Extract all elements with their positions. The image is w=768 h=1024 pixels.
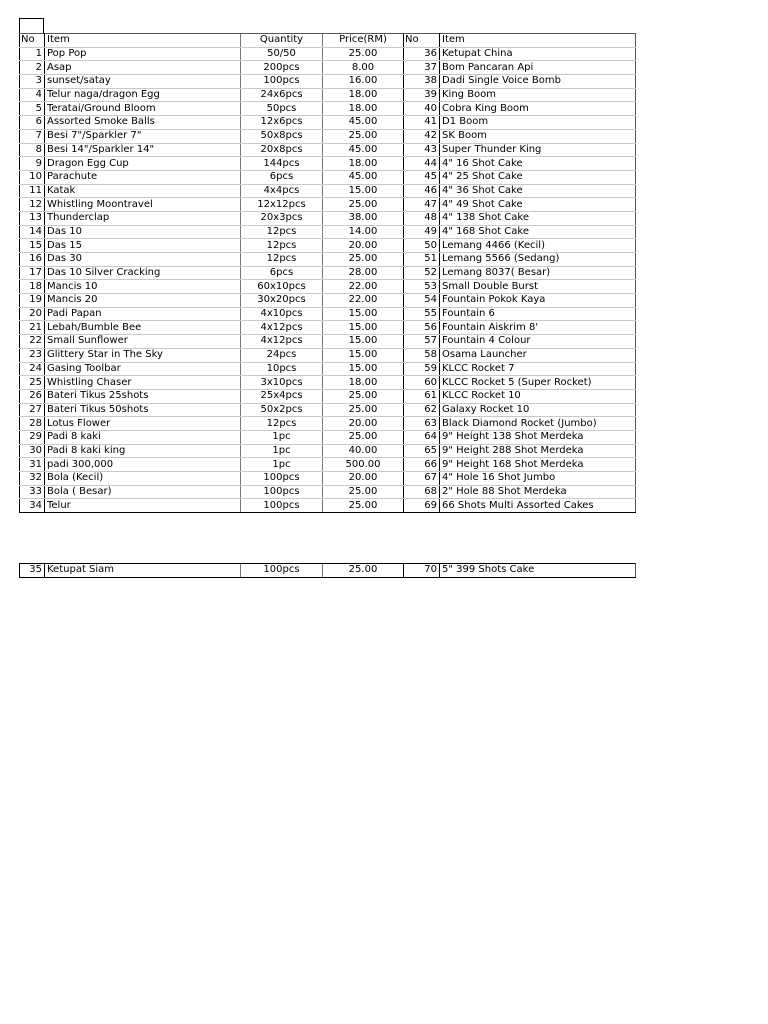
cell-item-2[interactable]: KLCC Rocket 7 <box>440 362 636 376</box>
cell-item-2[interactable]: Fountain 4 Colour <box>440 335 636 349</box>
cell-no[interactable]: 9 <box>20 157 45 171</box>
cell-no-2[interactable]: 56 <box>404 321 440 335</box>
cell-item-2[interactable]: Super Thunder King <box>440 143 636 157</box>
table-row <box>20 430 636 444</box>
cell-item-2[interactable]: 9" Height 168 Shot Merdeka <box>440 458 636 472</box>
table-row <box>20 403 636 417</box>
cell-quantity[interactable]: 50/50 <box>241 47 323 61</box>
cell-no[interactable]: 27 <box>20 403 45 417</box>
cell-price[interactable]: 8.00 <box>323 61 404 75</box>
cell-quantity[interactable]: 3x10pcs <box>241 376 323 390</box>
cell-quantity[interactable]: 100pcs <box>241 499 323 513</box>
cell-no-2[interactable]: 61 <box>404 389 440 403</box>
table-row <box>20 266 636 280</box>
cell-item-2[interactable]: 4" 49 Shot Cake <box>440 198 636 212</box>
cell-no[interactable]: 8 <box>20 143 45 157</box>
cell-item[interactable]: Padi 8 kaki <box>45 430 241 444</box>
cell-item-2[interactable]: 4" Hole 16 Shot Jumbo <box>440 472 636 486</box>
cell-no-2[interactable]: 42 <box>404 129 440 143</box>
table-row <box>20 170 636 184</box>
cell-no-2[interactable]: 58 <box>404 348 440 362</box>
cell-quantity[interactable]: 12pcs <box>241 225 323 239</box>
cell-no-2[interactable]: 54 <box>404 294 440 308</box>
cell-quantity[interactable]: 50pcs <box>241 102 323 116</box>
cell-price[interactable]: 25.00 <box>323 430 404 444</box>
cell-no[interactable]: 10 <box>20 170 45 184</box>
table-row <box>20 417 636 431</box>
cell-no[interactable]: 1 <box>20 47 45 61</box>
cell-no-2[interactable]: 51 <box>404 253 440 267</box>
cell-no[interactable]: 20 <box>20 307 45 321</box>
header-quantity[interactable]: Quantity <box>241 34 323 48</box>
header-no-2[interactable]: No <box>404 34 440 48</box>
cell-no[interactable]: 19 <box>20 294 45 308</box>
cell-item-2[interactable]: Galaxy Rocket 10 <box>440 403 636 417</box>
header-price[interactable]: Price(RM) <box>323 34 404 48</box>
cell-quantity[interactable]: 100pcs <box>241 485 323 499</box>
cell-price[interactable]: 500.00 <box>323 458 404 472</box>
table-row <box>20 184 636 198</box>
cell-no-2[interactable]: 41 <box>404 116 440 130</box>
cell-price[interactable]: 45.00 <box>323 143 404 157</box>
table-row <box>20 198 636 212</box>
cell-item[interactable]: Besi 7"/Sparkler 7" <box>45 129 241 143</box>
cell-quantity[interactable]: 4x4pcs <box>241 184 323 198</box>
cell-no[interactable]: 35 <box>20 564 45 578</box>
cell-item-2[interactable]: King Boom <box>440 88 636 102</box>
cell-price[interactable]: 45.00 <box>323 170 404 184</box>
cell-item[interactable]: Ketupat Siam <box>45 564 241 578</box>
table-row <box>20 294 636 308</box>
cell-item[interactable]: sunset/satay <box>45 75 241 89</box>
cell-quantity[interactable]: 1pc <box>241 444 323 458</box>
table-row <box>20 157 636 171</box>
table-row <box>20 253 636 267</box>
cell-item-2[interactable]: Bom Pancaran Api <box>440 61 636 75</box>
cell-item-2[interactable]: Cobra King Boom <box>440 102 636 116</box>
cell-price[interactable]: 25.00 <box>323 253 404 267</box>
cell-no-2[interactable]: 63 <box>404 417 440 431</box>
cell-price[interactable]: 14.00 <box>323 225 404 239</box>
cell-quantity[interactable]: 10pcs <box>241 362 323 376</box>
cell-no-2[interactable]: 60 <box>404 376 440 390</box>
table-row <box>20 280 636 294</box>
cell-price[interactable]: 20.00 <box>323 472 404 486</box>
cell-item-2[interactable]: Fountain 6 <box>440 307 636 321</box>
cell-no-2[interactable]: 50 <box>404 239 440 253</box>
cell-no[interactable]: 16 <box>20 253 45 267</box>
table-row <box>20 88 636 102</box>
cell-quantity[interactable]: 100pcs <box>241 564 323 578</box>
cell-no-2[interactable]: 37 <box>404 61 440 75</box>
cell-item-2[interactable]: Lemang 5566 (Sedang) <box>440 253 636 267</box>
cell-item[interactable]: Teratai/Ground Bloom <box>45 102 241 116</box>
cell-quantity[interactable]: 24pcs <box>241 348 323 362</box>
cell-quantity[interactable]: 12x6pcs <box>241 116 323 130</box>
cell-quantity[interactable]: 144pcs <box>241 157 323 171</box>
cell-item[interactable]: Bateri Tikus 25shots <box>45 389 241 403</box>
cell-item[interactable]: Bola (Kecil) <box>45 472 241 486</box>
cell-price[interactable]: 15.00 <box>323 321 404 335</box>
cell-no[interactable]: 21 <box>20 321 45 335</box>
cell-item[interactable]: Parachute <box>45 170 241 184</box>
cell-quantity[interactable]: 12pcs <box>241 239 323 253</box>
cell-no-2[interactable]: 64 <box>404 430 440 444</box>
cell-item-2[interactable]: Small Double Burst <box>440 280 636 294</box>
cell-no-2[interactable]: 44 <box>404 157 440 171</box>
cell-item-2[interactable]: Black Diamond Rocket (Jumbo) <box>440 417 636 431</box>
table-row <box>20 129 636 143</box>
cell-quantity[interactable]: 12x12pcs <box>241 198 323 212</box>
cell-price[interactable]: 25.00 <box>323 129 404 143</box>
table-row <box>20 321 636 335</box>
cell-item-2[interactable]: KLCC Rocket 5 (Super Rocket) <box>440 376 636 390</box>
cell-no-2[interactable]: 68 <box>404 485 440 499</box>
cell-quantity[interactable]: 200pcs <box>241 61 323 75</box>
cell-price[interactable]: 38.00 <box>323 211 404 225</box>
cell-item-2[interactable]: Ketupat China <box>440 47 636 61</box>
cell-no[interactable]: 29 <box>20 430 45 444</box>
cell-no[interactable]: 7 <box>20 129 45 143</box>
cell-quantity[interactable]: 4x12pcs <box>241 335 323 349</box>
cell-no-2[interactable]: 36 <box>404 47 440 61</box>
cell-item[interactable]: Asap <box>45 61 241 75</box>
cell-no[interactable]: 23 <box>20 348 45 362</box>
cell-no-2[interactable]: 67 <box>404 472 440 486</box>
cell-no[interactable]: 12 <box>20 198 45 212</box>
cell-no-2[interactable]: 69 <box>404 499 440 513</box>
cell-no[interactable]: 24 <box>20 362 45 376</box>
cell-item-2[interactable]: 9" Height 138 Shot Merdeka <box>440 430 636 444</box>
table-row <box>20 444 636 458</box>
cell-item[interactable]: Whistling Moontravel <box>45 198 241 212</box>
cell-item-2[interactable]: 9" Height 288 Shot Merdeka <box>440 444 636 458</box>
cell-item-2[interactable]: Fountain Pokok Kaya <box>440 294 636 308</box>
table-row <box>20 348 636 362</box>
cell-quantity[interactable]: 50x2pcs <box>241 403 323 417</box>
cell-no-2[interactable]: 66 <box>404 458 440 472</box>
cell-quantity[interactable]: 6pcs <box>241 170 323 184</box>
cell-no[interactable]: 5 <box>20 102 45 116</box>
cell-item[interactable]: Whistling Chaser <box>45 376 241 390</box>
cell-no[interactable]: 22 <box>20 335 45 349</box>
cell-price[interactable]: 20.00 <box>323 417 404 431</box>
cell-price[interactable]: 25.00 <box>323 564 404 578</box>
cell-quantity[interactable]: 6pcs <box>241 266 323 280</box>
table-row <box>20 47 636 61</box>
cell-price[interactable]: 25.00 <box>323 485 404 499</box>
cell-no-2[interactable]: 55 <box>404 307 440 321</box>
cell-item-2[interactable]: SK Boom <box>440 129 636 143</box>
cell-no-2[interactable]: 38 <box>404 75 440 89</box>
cell-price[interactable]: 22.00 <box>323 294 404 308</box>
cell-no[interactable]: 15 <box>20 239 45 253</box>
cell-item[interactable]: Mancis 10 <box>45 280 241 294</box>
selected-cell[interactable] <box>19 18 44 34</box>
cell-no[interactable]: 14 <box>20 225 45 239</box>
cell-item[interactable]: Das 30 <box>45 253 241 267</box>
cell-quantity[interactable]: 20x3pcs <box>241 211 323 225</box>
header-row <box>20 34 636 48</box>
cell-no-2[interactable]: 52 <box>404 266 440 280</box>
cell-item[interactable]: Katak <box>45 184 241 198</box>
cell-item[interactable]: Small Sunflower <box>45 335 241 349</box>
table-row <box>20 472 636 486</box>
cell-item[interactable]: Telur <box>45 499 241 513</box>
cell-item[interactable]: Padi 8 kaki king <box>45 444 241 458</box>
cell-no[interactable]: 4 <box>20 88 45 102</box>
cell-price[interactable]: 20.00 <box>323 239 404 253</box>
cell-price[interactable]: 25.00 <box>323 403 404 417</box>
cell-price[interactable]: 25.00 <box>323 389 404 403</box>
table-row <box>20 239 636 253</box>
cell-no-2[interactable]: 62 <box>404 403 440 417</box>
cell-item[interactable]: Pop Pop <box>45 47 241 61</box>
cell-item[interactable]: Das 10 Silver Cracking <box>45 266 241 280</box>
cell-price[interactable]: 25.00 <box>323 499 404 513</box>
cell-item-2[interactable]: 2" Hole 88 Shot Merdeka <box>440 485 636 499</box>
cell-item-2[interactable]: 4" 36 Shot Cake <box>440 184 636 198</box>
cell-item[interactable]: Glittery Star in The Sky <box>45 348 241 362</box>
cell-item-2[interactable]: 66 Shots Multi Assorted Cakes <box>440 499 636 513</box>
cell-price[interactable]: 25.00 <box>323 47 404 61</box>
cell-price[interactable]: 15.00 <box>323 362 404 376</box>
cell-no-2[interactable]: 57 <box>404 335 440 349</box>
cell-price[interactable]: 25.00 <box>323 198 404 212</box>
cell-no[interactable]: 28 <box>20 417 45 431</box>
cell-price[interactable]: 28.00 <box>323 266 404 280</box>
cell-price[interactable]: 15.00 <box>323 184 404 198</box>
table-row <box>20 61 636 75</box>
cell-no[interactable]: 17 <box>20 266 45 280</box>
cell-quantity[interactable]: 60x10pcs <box>241 280 323 294</box>
header-item[interactable]: Item <box>45 34 241 48</box>
cell-item[interactable]: Lotus Flower <box>45 417 241 431</box>
cell-no-2[interactable]: 46 <box>404 184 440 198</box>
cell-item-2[interactable]: Fountain Aiskrim 8' <box>440 321 636 335</box>
header-item-2[interactable]: Item <box>440 34 636 48</box>
cell-item-2[interactable]: 4" 25 Shot Cake <box>440 170 636 184</box>
cell-no-2[interactable]: 48 <box>404 211 440 225</box>
cell-item-2[interactable]: 5" 399 Shots Cake <box>440 564 636 578</box>
cell-item-2[interactable]: 4" 138 Shot Cake <box>440 211 636 225</box>
table-row <box>20 102 636 116</box>
cell-no[interactable]: 25 <box>20 376 45 390</box>
cell-price[interactable]: 22.00 <box>323 280 404 294</box>
cell-quantity[interactable]: 12pcs <box>241 253 323 267</box>
cell-item[interactable]: Dragon Egg Cup <box>45 157 241 171</box>
cell-price[interactable]: 18.00 <box>323 88 404 102</box>
cell-item[interactable]: Das 15 <box>45 239 241 253</box>
cell-item-2[interactable]: Lemang 4466 (Kecil) <box>440 239 636 253</box>
cell-no-2[interactable]: 39 <box>404 88 440 102</box>
extra-row-table <box>19 563 636 578</box>
cell-quantity[interactable]: 100pcs <box>241 472 323 486</box>
cell-quantity[interactable]: 25x4pcs <box>241 389 323 403</box>
table-row <box>20 335 636 349</box>
cell-price[interactable]: 40.00 <box>323 444 404 458</box>
cell-item[interactable]: padi 300,000 <box>45 458 241 472</box>
cell-quantity[interactable]: 50x8pcs <box>241 129 323 143</box>
cell-item[interactable]: Telur naga/dragon Egg <box>45 88 241 102</box>
cell-quantity[interactable]: 1pc <box>241 430 323 444</box>
table-row <box>20 376 636 390</box>
table-row <box>20 116 636 130</box>
cell-item[interactable]: Bateri Tikus 50shots <box>45 403 241 417</box>
cell-price[interactable]: 15.00 <box>323 348 404 362</box>
cell-item-2[interactable]: 4" 16 Shot Cake <box>440 157 636 171</box>
table-row <box>20 458 636 472</box>
table-row <box>20 211 636 225</box>
cell-no[interactable]: 18 <box>20 280 45 294</box>
table-row <box>20 564 636 578</box>
cell-no-2[interactable]: 40 <box>404 102 440 116</box>
cell-no[interactable]: 34 <box>20 499 45 513</box>
table-row <box>20 225 636 239</box>
cell-no[interactable]: 30 <box>20 444 45 458</box>
cell-quantity[interactable]: 12pcs <box>241 417 323 431</box>
cell-price[interactable]: 16.00 <box>323 75 404 89</box>
cell-no[interactable]: 26 <box>20 389 45 403</box>
cell-item-2[interactable]: Lemang 8037( Besar) <box>440 266 636 280</box>
cell-quantity[interactable]: 4x10pcs <box>241 307 323 321</box>
cell-no-2[interactable]: 47 <box>404 198 440 212</box>
cell-item[interactable]: Mancis 20 <box>45 294 241 308</box>
cell-no[interactable]: 3 <box>20 75 45 89</box>
cell-price[interactable]: 15.00 <box>323 335 404 349</box>
cell-no-2[interactable]: 49 <box>404 225 440 239</box>
cell-quantity[interactable]: 24x6pcs <box>241 88 323 102</box>
cell-quantity[interactable]: 20x8pcs <box>241 143 323 157</box>
cell-price[interactable]: 18.00 <box>323 376 404 390</box>
cell-item-2[interactable]: Osama Launcher <box>440 348 636 362</box>
cell-price[interactable]: 18.00 <box>323 102 404 116</box>
cell-item[interactable]: Assorted Smoke Balls <box>45 116 241 130</box>
cell-item[interactable]: Gasing Toolbar <box>45 362 241 376</box>
cell-no[interactable]: 2 <box>20 61 45 75</box>
cell-item-2[interactable]: D1 Boom <box>440 116 636 130</box>
cell-item[interactable]: Lebah/Bumble Bee <box>45 321 241 335</box>
cell-quantity[interactable]: 1pc <box>241 458 323 472</box>
header-no[interactable]: No <box>20 34 45 48</box>
cell-no-2[interactable]: 70 <box>404 564 440 578</box>
cell-quantity[interactable]: 100pcs <box>241 75 323 89</box>
cell-quantity[interactable]: 4x12pcs <box>241 321 323 335</box>
cell-no-2[interactable]: 45 <box>404 170 440 184</box>
cell-no[interactable]: 6 <box>20 116 45 130</box>
table-row <box>20 499 636 513</box>
cell-no[interactable]: 31 <box>20 458 45 472</box>
cell-no-2[interactable]: 53 <box>404 280 440 294</box>
cell-item[interactable]: Padi Papan <box>45 307 241 321</box>
table-row <box>20 485 636 499</box>
cell-item-2[interactable]: KLCC Rocket 10 <box>440 389 636 403</box>
cell-price[interactable]: 45.00 <box>323 116 404 130</box>
cell-item[interactable]: Das 10 <box>45 225 241 239</box>
cell-item-2[interactable]: Dadi Single Voice Bomb <box>440 75 636 89</box>
cell-quantity[interactable]: 30x20pcs <box>241 294 323 308</box>
table-row <box>20 143 636 157</box>
cell-no-2[interactable]: 59 <box>404 362 440 376</box>
cell-item[interactable]: Thunderclap <box>45 211 241 225</box>
cell-item[interactable]: Bola ( Besar) <box>45 485 241 499</box>
price-list-table <box>19 33 636 513</box>
cell-no[interactable]: 32 <box>20 472 45 486</box>
table-row <box>20 75 636 89</box>
cell-item-2[interactable]: 4" 168 Shot Cake <box>440 225 636 239</box>
cell-no-2[interactable]: 65 <box>404 444 440 458</box>
cell-no[interactable]: 13 <box>20 211 45 225</box>
cell-item[interactable]: Besi 14"/Sparkler 14" <box>45 143 241 157</box>
table-row <box>20 307 636 321</box>
cell-price[interactable]: 18.00 <box>323 157 404 171</box>
cell-price[interactable]: 15.00 <box>323 307 404 321</box>
cell-no[interactable]: 11 <box>20 184 45 198</box>
cell-no[interactable]: 33 <box>20 485 45 499</box>
table-row <box>20 389 636 403</box>
table-row <box>20 362 636 376</box>
cell-no-2[interactable]: 43 <box>404 143 440 157</box>
